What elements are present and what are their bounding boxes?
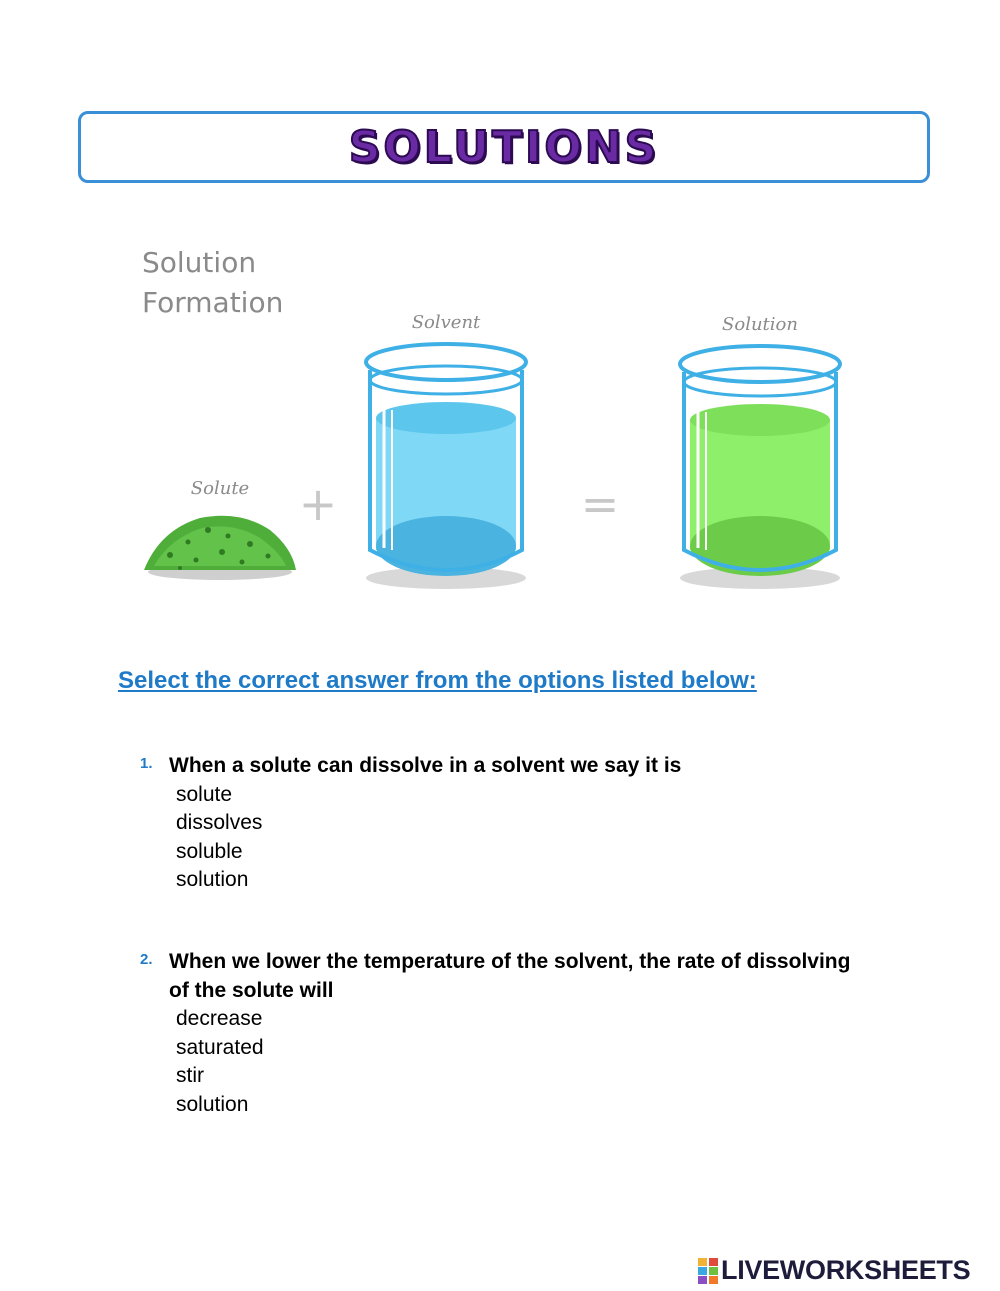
title-banner (78, 111, 930, 183)
answer-options (140, 1005, 860, 1119)
question-1 (140, 752, 860, 895)
logo-text: LIVEWORKSHEETS (721, 1255, 971, 1285)
plus-sign: + (298, 477, 338, 531)
solute-label: Solute (190, 478, 250, 499)
question-number: 1. (140, 755, 153, 772)
answer-option[interactable]: stir (176, 1064, 204, 1087)
answer-option[interactable]: soluble (176, 839, 243, 863)
answer-option[interactable]: dissolves (176, 811, 263, 834)
question-text: When a solute can dissolve in a solvent we say it is (169, 754, 682, 777)
answer-option[interactable]: solution (176, 1092, 249, 1116)
page-title: SOLUTIONS (348, 121, 660, 173)
answer-option[interactable]: solute (176, 782, 233, 806)
solvent-beaker (366, 344, 526, 589)
figure-heading-line2: Formation (142, 286, 284, 319)
liveworksheets-logo (698, 1255, 970, 1286)
solvent-label: Solvent (411, 312, 481, 333)
question-2 (140, 948, 860, 1119)
figure-heading-line1: Solution (142, 246, 257, 279)
instruction-heading: Select the correct answer from the options listed below: (118, 667, 757, 694)
logo-blocks-icon (698, 1258, 718, 1284)
solution-formation-figure (130, 230, 870, 600)
question-text: When we lower the temperature of the solvent, the rate of dissolving of the solute will (169, 950, 851, 1002)
solution-label: Solution (722, 314, 798, 335)
answer-option[interactable]: decrease (176, 1007, 263, 1030)
answer-option[interactable]: saturated (176, 1035, 264, 1059)
equals-sign: = (580, 477, 620, 531)
answer-options (140, 781, 860, 895)
solute-pile (144, 516, 296, 580)
question-number: 2. (140, 951, 153, 968)
solution-beaker (680, 346, 840, 589)
answer-option[interactable]: solution (176, 868, 249, 891)
